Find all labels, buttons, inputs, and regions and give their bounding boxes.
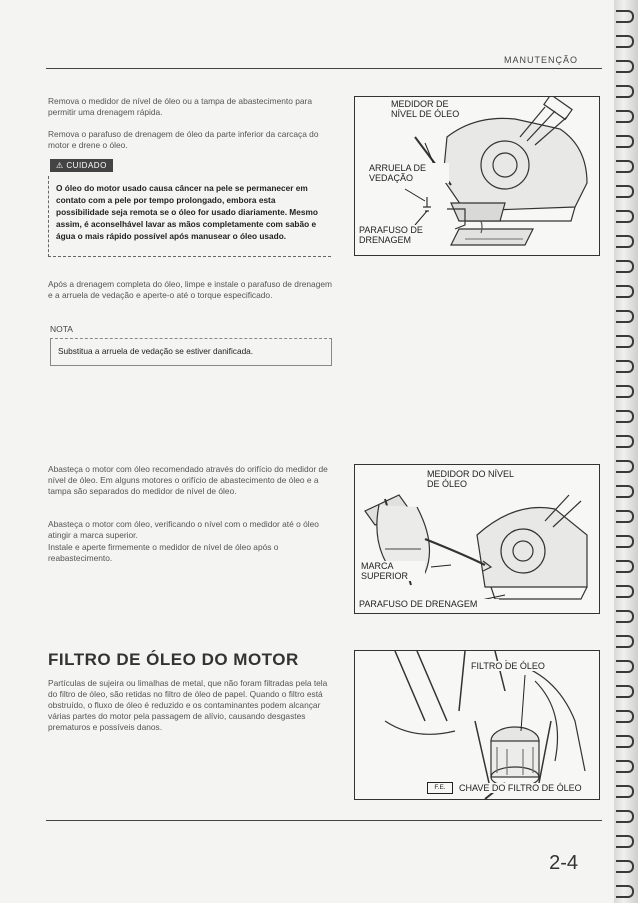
binding-ring [616,685,634,698]
binding-ring [616,260,634,273]
bottom-rule [46,820,602,821]
label-washer: ARRUELA DE VEDAÇÃO [369,163,449,183]
binding-ring [616,760,634,773]
figure-oil-level [354,464,600,614]
drain-instruction-2: Remova o parafuso de drenagem de óleo da parte inferior da carcaça do motor e drene o óleo. [48,129,319,150]
binding-ring [616,485,634,498]
binding-ring [616,335,634,348]
binding-ring [616,635,634,648]
binding-ring [616,735,634,748]
reinstall-instruction: Após a drenagem completa do óleo, limpe e instale o parafuso de drenagem e a arruela de vedação e aperte-o até o torque especificado. [48,279,332,300]
binding-ring [616,185,634,198]
fill-instruction-3: Instale e aperte firmemente o medidor de nível de óleo após o reabastecimento. [48,542,279,563]
note-label: NOTA [50,324,73,334]
binding-ring [616,135,634,148]
binding-ring [616,860,634,873]
fill-instruction-2: Abasteça o motor com óleo, verificando o nível com o medidor até o óleo atingir a marca superior. [48,519,319,540]
binding-ring [616,310,634,323]
label-upper-mark: MARCA SUPERIOR [361,561,425,581]
label-oil-filter: FILTRO DE ÓLEO [471,661,561,671]
section-header: MANUTENÇÃO [503,55,578,65]
note-text: Substitua a arruela de vedação se estiver danificada. [58,346,254,356]
binding-ring [616,535,634,548]
binding-ring [616,410,634,423]
special-tool-badge: F.E. [427,782,453,794]
caution-text: O óleo do motor usado causa câncer na pele se permanecer em contato com a pele por tempo prolongado, embora esta possibilidade seja remota se o óleo for usado diariamente. Mesmo assim, é aconselhável lavar as mãos completamente com sabão e água o mais rápido possível após manusear o óleo usado. [56,183,318,241]
caution-label-text: CUIDADO [66,161,107,170]
label-dipstick-2: MEDIDOR DO NÍVEL DE ÓLEO [427,469,523,489]
binding-ring [616,785,634,798]
figure-engine-drain [354,96,600,256]
binding-ring [616,35,634,48]
binding-ring [616,160,634,173]
binding-ring [616,610,634,623]
binding-ring [616,585,634,598]
label-drain-bolt-1: PARAFUSO DE DRENAGEM [359,225,439,245]
binding-ring [616,60,634,73]
binding-ring [616,560,634,573]
figure-oil-filter [354,650,600,800]
binding-ring [616,110,634,123]
page-number: 2-4 [549,852,578,874]
binding-ring [616,385,634,398]
binding-ring [616,235,634,248]
drain-instruction-1: Remova o medidor de nível de óleo ou a tampa de abastecimento para permitir uma drenagem rápida. [48,96,312,117]
binding-ring [616,210,634,223]
binding-ring [616,510,634,523]
binding-ring [616,885,634,898]
filter-description: Partículas de sujeira ou limalhas de metal, que não foram filtradas pela tela do filtro de óleo, são retidas no filtro de óleo de papel. Quando o filtro está obstruído, o fluxo de óleo é reduzido e os contaminantes podem alcançar várias partes do motor pela passagem de alívio, causando desgastes prematuros e possíveis danos. [48,678,328,732]
label-dipstick-1: MEDIDOR DE NÍVEL DE ÓLEO [391,99,460,119]
top-rule [46,68,602,69]
binding-ring [616,285,634,298]
binding-ring [616,460,634,473]
caution-label: ⚠ CUIDADO [50,159,113,172]
binding-ring [616,835,634,848]
section-title: FILTRO DE ÓLEO DO MOTOR [48,650,299,669]
label-filter-wrench: CHAVE DO FILTRO DE ÓLEO [459,783,599,793]
oil-filter-illustration [355,651,599,799]
binding-ring [616,10,634,23]
binding-ring [616,710,634,723]
fill-instruction-1: Abasteça o motor com óleo recomendado através do orifício do medidor de nível de óleo. Em alguns motores o orifício de abastecimento de óleo e a tampa são separados do medidor de nível de óleo. [48,464,328,496]
binding-ring [616,85,634,98]
label-drain-bolt-2: PARAFUSO DE DRENAGEM [359,599,499,609]
binding-ring [616,360,634,373]
binding-ring [616,435,634,448]
binding-ring [616,660,634,673]
spiral-binding [614,0,638,903]
binding-ring [616,810,634,823]
